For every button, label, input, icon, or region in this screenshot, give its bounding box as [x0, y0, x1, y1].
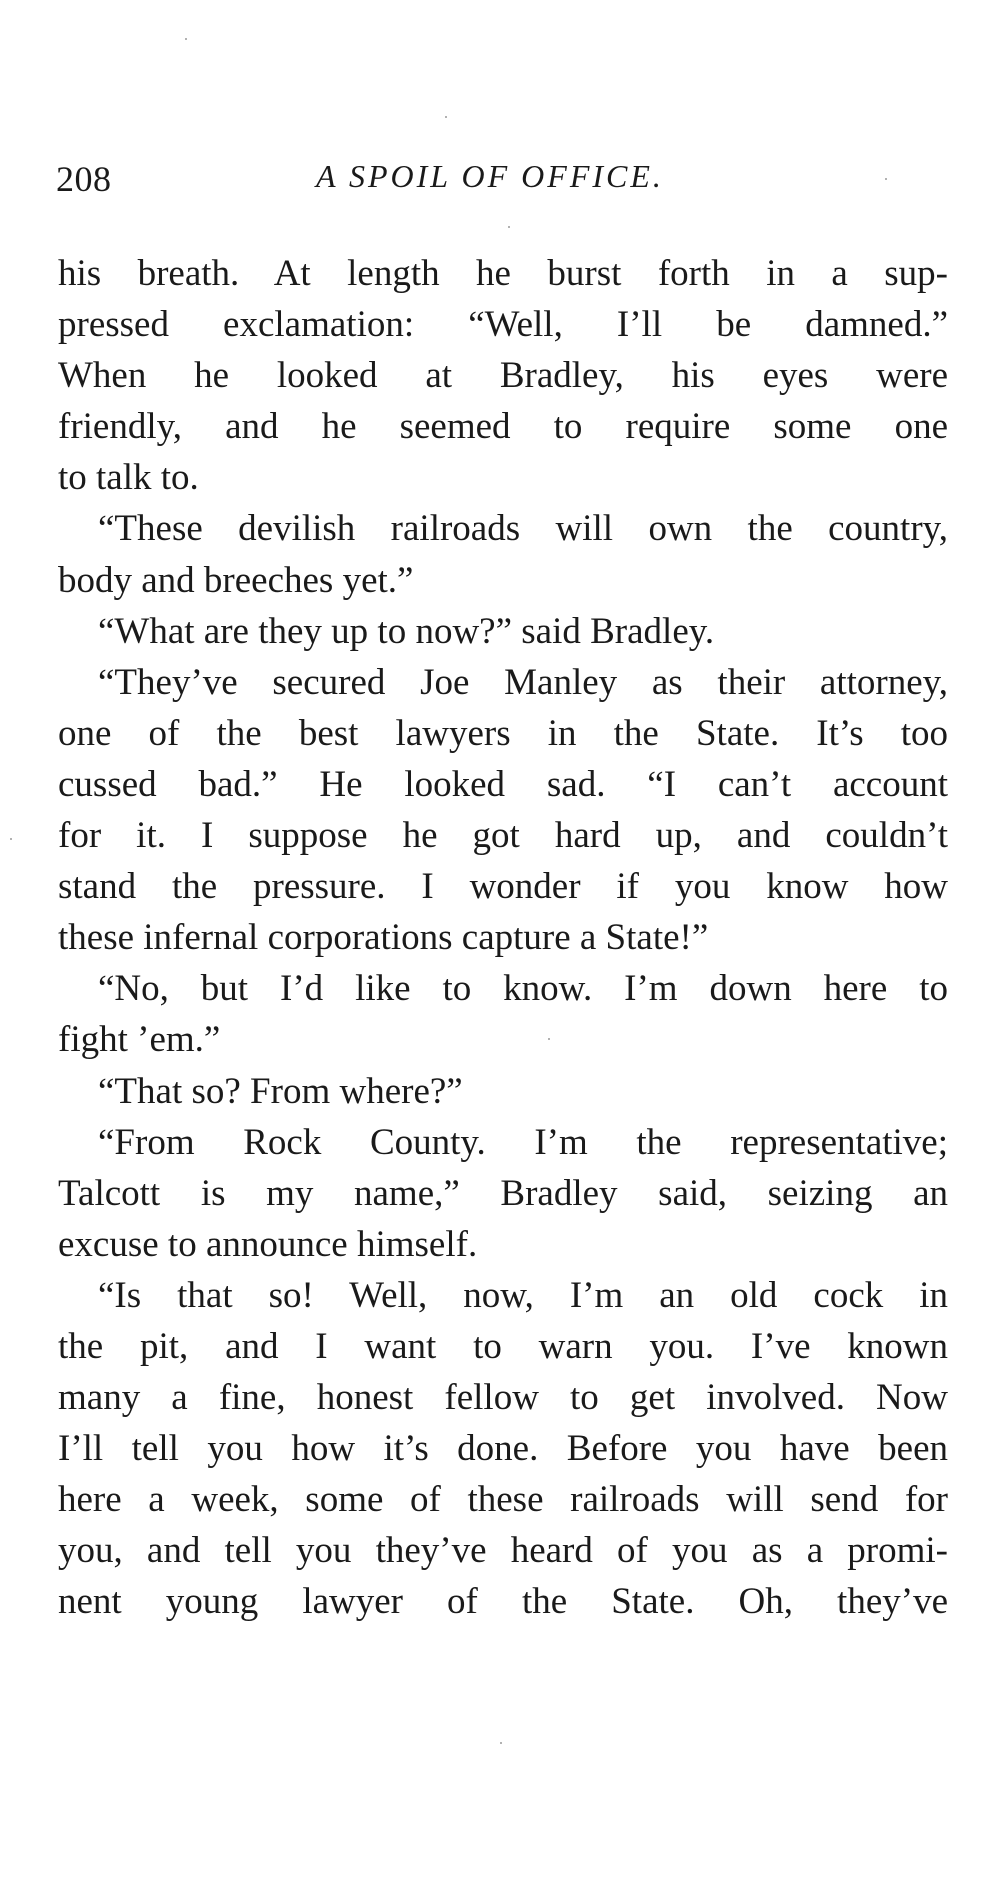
text-line: his breath. At length he burst forth in a sup- [58, 253, 948, 294]
text-line: nent young lawyer of the State. Oh, they’ve [58, 1581, 948, 1623]
text-line: stand the pressure. I wonder if you know how [58, 866, 948, 908]
text-line: “What are they up to now?” said Bradley. [98, 610, 715, 652]
text-line: I’ll tell you how it’s done. Before you have been [58, 1428, 948, 1470]
paper-speck [548, 1038, 550, 1040]
text-line: “That so? From where?” [98, 1070, 463, 1112]
text-line: friendly, and he seemed to require some one [58, 406, 948, 448]
text-line: one of the best lawyers in the State. It’s too [58, 712, 948, 754]
text-line: When he looked at Bradley, his eyes were [58, 355, 948, 397]
paper-speck [500, 1742, 502, 1744]
body-text [58, 248, 948, 1628]
paper-speck [508, 226, 510, 228]
paper-speck [10, 838, 12, 840]
text-line: to talk to. [58, 457, 199, 499]
text-line: “They’ve secured Joe Manley as their attorney, [98, 661, 948, 703]
text-line: the pit, and I want to warn you. I’ve known [58, 1325, 948, 1367]
text-line: fight ’em.” [58, 1019, 221, 1061]
text-line: here a week, some of these railroads will send for [58, 1479, 948, 1521]
text-line: many a fine, honest fellow to get involved. Now [58, 1377, 948, 1419]
text-line: for it. I suppose he got hard up, and couldn’t [58, 815, 948, 857]
text-line: “These devilish railroads will own the country, [98, 508, 948, 550]
paper-speck [185, 38, 187, 40]
text-line: cussed bad.” He looked sad. “I can’t account [58, 763, 948, 805]
text-line: body and breeches yet.” [58, 559, 414, 601]
text-line: excuse to announce himself. [58, 1223, 478, 1265]
text-line: Talcott is my name,” Bradley said, seizing an [58, 1172, 948, 1214]
text-line: these infernal corporations capture a State!” [58, 917, 709, 959]
text-line: you, and tell you they’ve heard of you as a promi- [58, 1530, 948, 1572]
text-line: “From Rock County. I’m the representative; [98, 1121, 948, 1163]
page-number: 208 [56, 159, 112, 199]
paper-speck [885, 178, 887, 180]
text-line: “No, but I’d like to know. I’m down here to [98, 968, 948, 1010]
running-title: A SPOIL OF OFFICE. [316, 158, 664, 194]
text-line: “Is that so! Well, now, I’m an old cock in [98, 1274, 948, 1316]
running-head [56, 158, 949, 208]
paper-speck [445, 116, 447, 118]
text-line: pressed exclamation: “Well, I’ll be damned.” [58, 304, 948, 346]
